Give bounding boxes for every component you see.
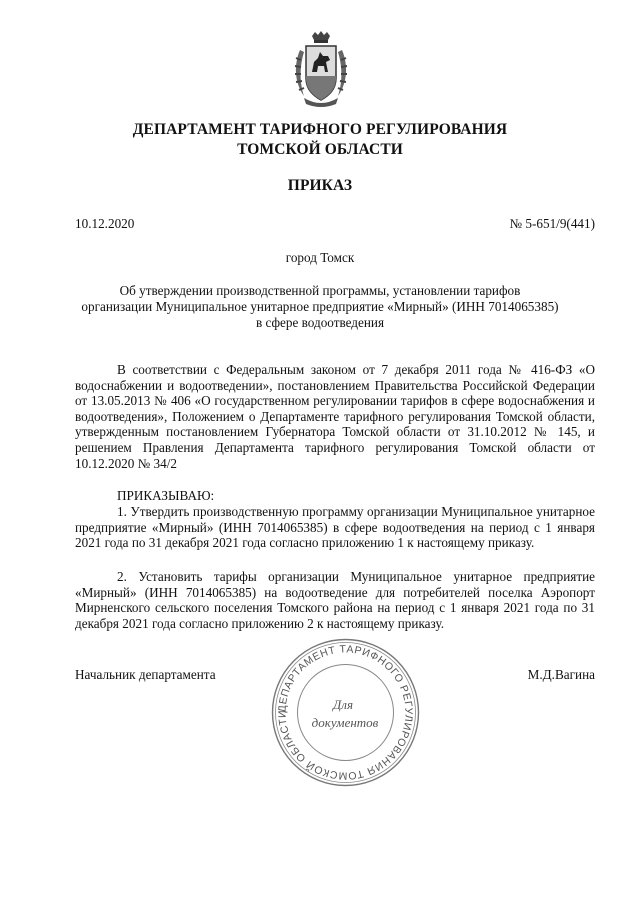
department-title-line1: ДЕПАРТАМЕНТ ТАРИФНОГО РЕГУЛИРОВАНИЯ — [132, 121, 508, 138]
preamble-paragraph: В соответствии с Федеральным законом от 7 декабря 2011 года № 416-ФЗ «О водоснабжении и водоотведении», постановлением Правительства Российской Федерации от 13.05.2013 № 406 «О государственном регулировании тарифов в сфере водоснабжения и водоотведения», Положением о Департаменте тарифного регулирования Томской области, утвержденным постановлением Губернатора Томской области от 31.10.2012 № 145, и решением Правления Департамента тарифного регулирования Томской области от 10.12.2020 № 34/2 — [75, 362, 595, 471]
stamp-center-line2: документов — [311, 715, 379, 730]
subject-line-1: Об утверждении производственной программы, установлении тарифов — [119, 283, 521, 298]
order-item-1: 1. Утвердить производственную программу организации Муниципальное унитарное предприятие «Мирный» (ИНН 7014065385) в сфере водоотведения на период с 1 января 2021 года по 31 декабря 2021 года согласно приложению 1 к настоящему приказу. — [75, 504, 595, 551]
department-title-line2: ТОМСКОЙ ОБЛАСТИ — [237, 141, 403, 158]
document-type: ПРИКАЗ — [287, 177, 353, 194]
document-date: 10.12.2020 — [75, 216, 135, 231]
subject-line-3: в сфере водоотведения — [255, 315, 385, 330]
subject-line-2: организации Муниципальное унитарное предприятие «Мирный» (ИНН 7014065385) — [81, 299, 559, 314]
stamp-ring-text: ДЕПАРТАМЕНТ ТАРИФНОГО РЕГУЛИРОВАНИЯ ТОМСКОЙ ОБЛАСТИ — [276, 643, 415, 782]
order-item-2: 2. Установить тарифы организации Муниципальное унитарное предприятие «Мирный» (ИНН 7014065385) на водоотведение для потребителей поселка Аэропорт Мирненского сельского поселения Томского района на период с 1 января 2021 года по 31 декабря 2021 года согласно приложению 2 к настоящему приказу. — [75, 569, 595, 631]
order-word: ПРИКАЗЫВАЮ: — [117, 488, 215, 503]
document-number: № 5-651/9(441) — [509, 216, 595, 231]
department-stamp — [268, 635, 423, 790]
tomsk-coat-of-arms-emblem — [290, 30, 352, 110]
stamp-center-line1: Для — [333, 697, 353, 712]
signatory-position: Начальник департамента — [75, 667, 216, 682]
document-city: город Томск — [285, 250, 355, 265]
signatory-name: М.Д.Вагина — [527, 667, 595, 682]
